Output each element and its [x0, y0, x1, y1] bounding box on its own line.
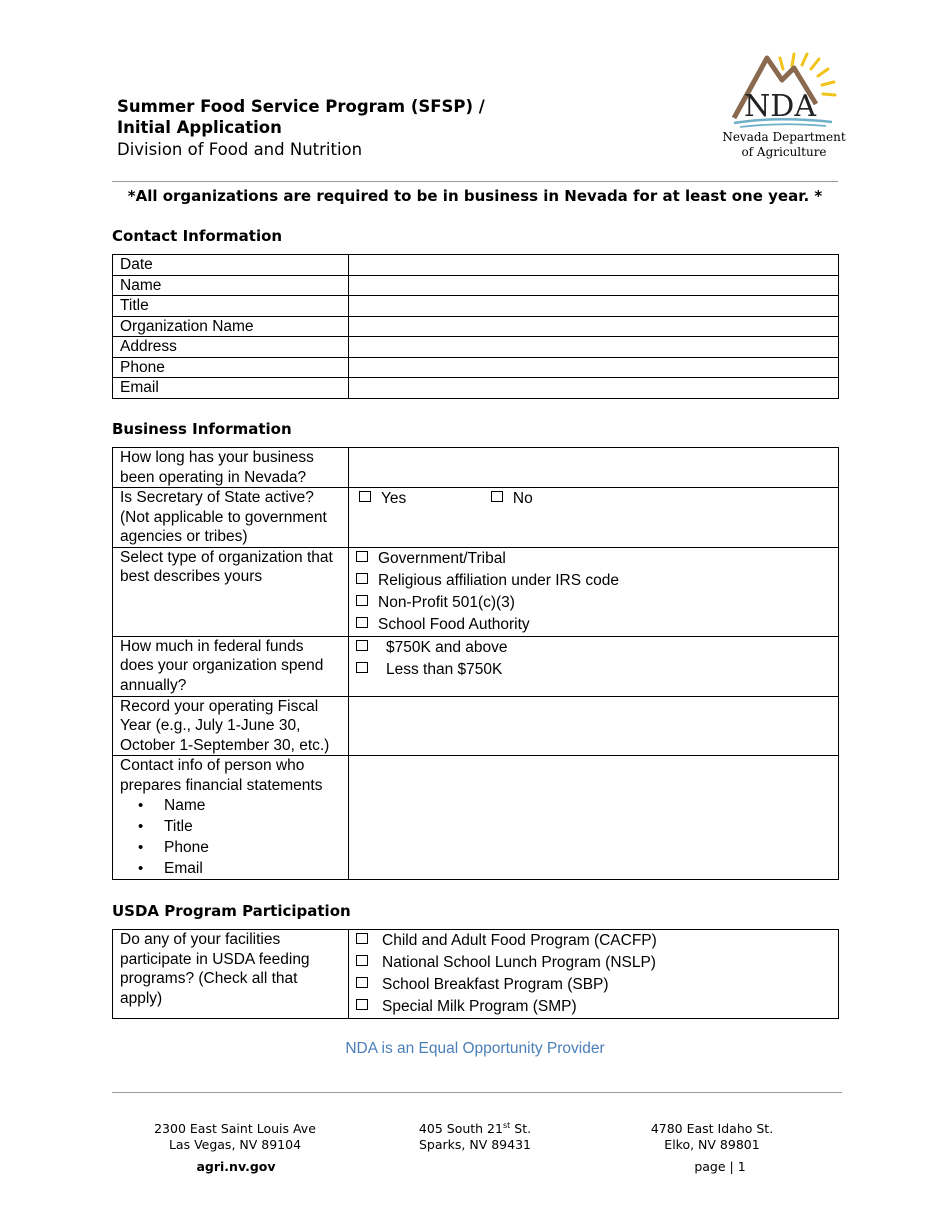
title-line-1: Summer Food Service Program (SFSP) /	[117, 97, 485, 116]
business-section-heading: Business Information	[112, 420, 292, 438]
contact-label: Address	[113, 337, 349, 358]
contact-label: Organization Name	[113, 316, 349, 337]
table-row	[113, 696, 839, 756]
usda-participation-label	[113, 930, 349, 1019]
table-row	[113, 547, 839, 636]
website-link[interactable]: agri.nv.gov	[196, 1159, 276, 1174]
las-vegas-office	[145, 1121, 325, 1153]
option-label: School Breakfast Program (SBP)	[382, 976, 609, 993]
logo-text: NDA	[744, 89, 816, 124]
address-line: Elko, NV 89801	[664, 1137, 760, 1152]
label-line: agencies or tribes)	[120, 528, 248, 545]
contact-label: Title	[113, 296, 349, 317]
logo-caption-2: of Agriculture	[741, 145, 827, 159]
label-line: Year (e.g., July 1-June 30,	[120, 717, 301, 734]
street-text: 405 South 21	[418, 1121, 503, 1136]
label-line: been operating in Nevada?	[120, 468, 307, 486]
label-line: (Not applicable to government	[120, 508, 327, 526]
address-line	[400, 1121, 550, 1137]
label-line: apply)	[120, 989, 163, 1007]
option-label: Religious affiliation under IRS code	[378, 571, 619, 589]
list-item: • Email	[164, 858, 341, 879]
table-row	[113, 255, 839, 276]
fiscal-year-label	[113, 696, 349, 756]
address-line: Sparks, NV 89431	[418, 1137, 531, 1152]
option-label: Special Milk Program (SMP)	[382, 998, 577, 1015]
title-line-2: Initial Application	[117, 118, 282, 137]
label-line: Do any of your facilities	[120, 931, 281, 948]
elko-office	[632, 1121, 792, 1153]
secretary-of-state-options	[349, 488, 839, 548]
table-row	[113, 448, 839, 488]
table-row	[113, 930, 839, 1019]
option-label: Government/Tribal	[378, 549, 506, 567]
table-row	[113, 756, 839, 880]
financial-contact-bullets	[120, 795, 341, 879]
contact-label: Name	[113, 275, 349, 296]
smp-checkbox[interactable]	[356, 999, 368, 1010]
option-label: $750K and above	[386, 638, 508, 656]
label-line: annually?	[120, 676, 187, 694]
list-item: • Name	[164, 795, 341, 816]
address-line: Las Vegas, NV 89104	[168, 1137, 302, 1152]
financial-contact-field[interactable]	[349, 756, 839, 880]
organization-type-options	[349, 547, 839, 636]
option-label: Non-Profit 501(c)(3)	[378, 593, 515, 611]
phone-field[interactable]	[349, 357, 839, 378]
school-food-authority-checkbox[interactable]	[356, 617, 368, 628]
label-line: How much in federal funds	[120, 637, 304, 655]
yes-label: Yes	[381, 490, 407, 507]
federal-funds-options	[349, 636, 839, 696]
option-label: Child and Adult Food Program (CACFP)	[382, 932, 657, 949]
date-field[interactable]	[349, 255, 839, 276]
no-checkbox[interactable]	[491, 491, 503, 502]
table-row	[113, 488, 839, 548]
label-line: participate in USDA feeding	[120, 950, 310, 968]
contact-label: Email	[113, 378, 349, 399]
government-tribal-checkbox[interactable]	[356, 551, 368, 562]
table-row	[113, 636, 839, 696]
header-divider	[112, 181, 838, 182]
contact-table	[112, 254, 839, 399]
equal-opportunity-statement: NDA is an Equal Opportunity Provider	[345, 1040, 605, 1057]
street-end: St.	[510, 1121, 532, 1136]
federal-funds-label	[113, 636, 349, 696]
page-number: page | 1	[694, 1159, 746, 1174]
nslp-checkbox[interactable]	[356, 955, 368, 966]
address-line: 2300 East Saint Louis Ave	[154, 1121, 316, 1136]
label-line: best describes yours	[120, 568, 263, 585]
label-line: Select type of organization that	[120, 548, 333, 566]
label-line: Record your operating Fiscal	[120, 697, 319, 715]
table-row	[113, 275, 839, 296]
contact-label: Phone	[113, 357, 349, 378]
yes-checkbox[interactable]	[359, 491, 371, 502]
table-row	[113, 337, 839, 358]
name-field[interactable]	[349, 275, 839, 296]
option-label: Less than $750K	[386, 660, 503, 678]
business-duration-label	[113, 448, 349, 488]
business-duration-field[interactable]	[349, 448, 839, 488]
table-row	[113, 357, 839, 378]
label-line: Contact info of person who	[120, 757, 305, 774]
list-item: • Phone	[164, 837, 341, 858]
sparks-office	[400, 1121, 550, 1153]
business-table	[112, 447, 839, 880]
option-label: National School Lunch Program (NSLP)	[382, 954, 656, 971]
address-line: 4780 East Idaho St.	[650, 1121, 774, 1136]
email-field[interactable]	[349, 378, 839, 399]
ordinal-suffix: st	[502, 1120, 511, 1130]
usda-table	[112, 929, 839, 1019]
less-than-750k-checkbox[interactable]	[356, 662, 368, 673]
contact-label: Date	[113, 255, 349, 276]
address-field[interactable]	[349, 337, 839, 358]
business-requirement-notice: *All organizations are required to be in business in Nevada for at least one year. *	[127, 187, 823, 205]
table-row	[113, 316, 839, 337]
option-label: School Food Authority	[378, 615, 530, 633]
750k-above-checkbox[interactable]	[356, 640, 368, 651]
table-row	[113, 378, 839, 399]
label-line: programs? (Check all that	[120, 970, 298, 987]
secretary-of-state-label	[113, 488, 349, 548]
label-line: does your organization spend	[120, 657, 324, 674]
usda-program-options	[349, 930, 839, 1019]
financial-contact-label	[113, 756, 349, 880]
organization-name-field[interactable]	[349, 316, 839, 337]
label-line: prepares financial statements	[120, 776, 323, 794]
division-subtitle: Division of Food and Nutrition	[117, 140, 363, 159]
no-label: No	[512, 490, 533, 507]
religious-affiliation-checkbox[interactable]	[356, 573, 368, 584]
logo-caption-1: Nevada Department	[722, 130, 846, 144]
form-title	[117, 96, 485, 138]
title-field[interactable]	[349, 296, 839, 317]
table-row	[113, 296, 839, 317]
label-line: How long has your business	[120, 449, 314, 466]
sbp-checkbox[interactable]	[356, 977, 368, 988]
list-item: • Title	[164, 816, 341, 837]
organization-type-label	[113, 547, 349, 636]
usda-section-heading: USDA Program Participation	[112, 902, 351, 920]
label-line: October 1-September 30, etc.)	[120, 736, 330, 754]
contact-section-heading: Contact Information	[112, 227, 283, 245]
fiscal-year-field[interactable]	[349, 696, 839, 756]
non-profit-checkbox[interactable]	[356, 595, 368, 606]
label-line: Is Secretary of State active?	[120, 489, 314, 506]
cacfp-checkbox[interactable]	[356, 933, 368, 944]
footer-divider	[112, 1092, 842, 1093]
